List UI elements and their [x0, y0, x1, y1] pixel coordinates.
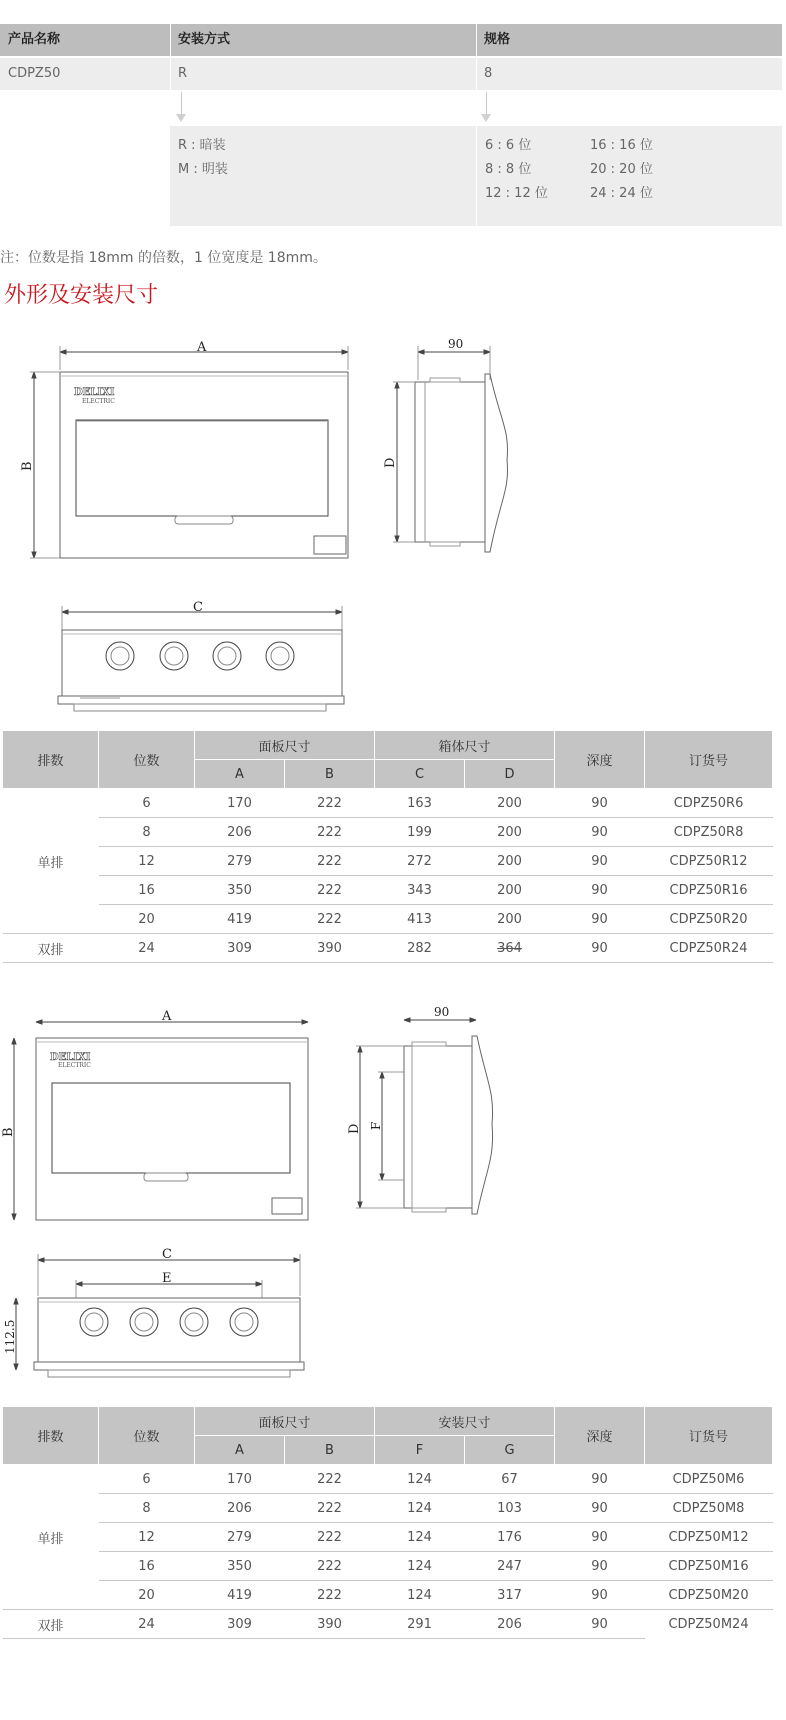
install-arrow-line — [181, 92, 182, 116]
spec-arrow-line — [486, 92, 487, 116]
table-row — [3, 876, 773, 905]
brand-logo: DELIXI — [50, 1052, 91, 1063]
dim-label-a: A — [197, 340, 207, 355]
cell-a: 206 — [195, 1494, 285, 1523]
cell-a: 279 — [195, 1523, 285, 1552]
side-view — [347, 1005, 493, 1214]
th-b: B — [285, 760, 375, 789]
th-d: D — [465, 760, 555, 789]
cell-f: 124 — [375, 1465, 465, 1494]
cell-a: 206 — [195, 818, 285, 847]
cell-pos: 8 — [99, 818, 195, 847]
spec-option: 8 : 8 位 — [485, 162, 532, 177]
dim-label-depth: 90 — [434, 1005, 450, 1019]
cell-f: 291 — [375, 1610, 465, 1639]
cell-pos: 16 — [99, 876, 195, 905]
cell-c: 163 — [375, 789, 465, 818]
cell-pos: 6 — [99, 1465, 195, 1494]
front-view — [20, 340, 348, 558]
cell-c: 199 — [375, 818, 465, 847]
dim-label-depth: 90 — [448, 337, 464, 351]
cell-a: 419 — [195, 905, 285, 934]
install-option-m: M : 明装 — [178, 162, 228, 177]
cell-c: 272 — [375, 847, 465, 876]
spec-option: 12 : 12 位 — [485, 186, 548, 201]
cell-c: 413 — [375, 905, 465, 934]
th-mount: 安装尺寸 — [375, 1407, 555, 1436]
th-rows: 排数 — [3, 1407, 99, 1465]
dim-label-f: F — [369, 1121, 383, 1130]
cell-d: 200 — [465, 847, 555, 876]
cell-g: 103 — [465, 1494, 555, 1523]
group-double: 双排 — [3, 934, 99, 963]
bottom-view — [58, 600, 344, 711]
cell-c: 282 — [375, 934, 465, 963]
cell-a: 350 — [195, 876, 285, 905]
th-order: 订货号 — [645, 1407, 773, 1465]
table-row — [3, 1552, 773, 1581]
install-arrow-head — [176, 114, 186, 122]
dim-label-b: B — [1, 1127, 16, 1137]
cell-order: CDPZ50R24 — [645, 934, 773, 963]
th-a: A — [195, 760, 285, 789]
th-panel: 面板尺寸 — [195, 731, 375, 760]
spec-options-box — [477, 126, 782, 226]
cell-b: 222 — [285, 1581, 375, 1610]
cell-a: 279 — [195, 847, 285, 876]
cell-b: 222 — [285, 1523, 375, 1552]
dim-label-e: E — [162, 1271, 172, 1286]
table-row — [3, 1523, 773, 1552]
value-spec: 8 — [484, 66, 493, 81]
cell-b: 222 — [285, 905, 375, 934]
dim-label-c: C — [162, 1247, 172, 1262]
th-g: G — [465, 1436, 555, 1465]
cell-order: CDPZ50R16 — [645, 876, 773, 905]
model-designation-table — [0, 24, 786, 226]
cell-f: 124 — [375, 1523, 465, 1552]
spec-option: 16 : 16 位 — [590, 138, 653, 153]
cell-f: 124 — [375, 1581, 465, 1610]
cell-f: 124 — [375, 1552, 465, 1581]
cell-b: 222 — [285, 847, 375, 876]
cell-g: 176 — [465, 1523, 555, 1552]
footnote: 注：位数是指 18mm 的倍数，1 位宽度是 18mm。 — [0, 250, 327, 266]
cell-d: 200 — [465, 905, 555, 934]
cell-depth: 90 — [555, 1465, 645, 1494]
cell-depth: 90 — [555, 934, 645, 963]
drawing-r-type — [0, 330, 786, 730]
cell-depth: 90 — [555, 1552, 645, 1581]
cell-b: 222 — [285, 1465, 375, 1494]
dim-label-d: D — [383, 457, 398, 468]
cell-order: CDPZ50R6 — [645, 789, 773, 818]
th-c: C — [375, 760, 465, 789]
cell-order: CDPZ50M6 — [645, 1465, 773, 1494]
cell-depth: 90 — [555, 818, 645, 847]
front-view — [1, 1009, 308, 1220]
cell-d: 200 — [465, 789, 555, 818]
th-b: B — [285, 1436, 375, 1465]
cell-b: 222 — [285, 1494, 375, 1523]
cell-c: 343 — [375, 876, 465, 905]
th-box: 箱体尺寸 — [375, 731, 555, 760]
cell-a: 419 — [195, 1581, 285, 1610]
dimension-table-m — [2, 1406, 773, 1639]
cell-pos: 8 — [99, 1494, 195, 1523]
brand-sub: ELECTRIC — [82, 398, 115, 405]
group-double: 双排 — [3, 1610, 99, 1639]
cell-depth: 90 — [555, 876, 645, 905]
brand-logo: DELIXI — [74, 387, 115, 398]
cell-order: CDPZ50M12 — [645, 1523, 773, 1552]
cell-b: 222 — [285, 876, 375, 905]
cell-depth: 90 — [555, 905, 645, 934]
model-table-value-row — [0, 58, 782, 90]
dim-label-height: 112.5 — [3, 1319, 17, 1354]
group-single: 单排 — [3, 789, 99, 934]
dim-label-c: C — [193, 600, 203, 615]
cell-d: 200 — [465, 876, 555, 905]
header-install-method: 安装方式 — [178, 32, 231, 47]
section-title: 外形及安装尺寸 — [4, 283, 159, 308]
table-row — [3, 847, 773, 876]
cell-depth: 90 — [555, 1581, 645, 1610]
table-row — [3, 818, 773, 847]
dim-label-b: B — [20, 461, 35, 471]
th-positions: 位数 — [99, 731, 195, 789]
cell-a: 309 — [195, 934, 285, 963]
cell-g: 67 — [465, 1465, 555, 1494]
cell-pos: 20 — [99, 905, 195, 934]
bottom-view — [3, 1247, 304, 1377]
cell-pos: 16 — [99, 1552, 195, 1581]
cell-order: CDPZ50M16 — [645, 1552, 773, 1581]
cell-b: 390 — [285, 934, 375, 963]
th-depth: 深度 — [555, 731, 645, 789]
header-product-name: 产品名称 — [8, 32, 61, 47]
cell-pos: 24 — [99, 1610, 195, 1639]
cell-pos: 6 — [99, 789, 195, 818]
cell-a: 170 — [195, 1465, 285, 1494]
spec-option: 6 : 6 位 — [485, 138, 532, 153]
cell-order: CDPZ50R12 — [645, 847, 773, 876]
group-single: 单排 — [3, 1465, 99, 1610]
install-options-box — [170, 126, 476, 226]
cell-order: CDPZ50R20 — [645, 905, 773, 934]
table-row — [3, 934, 773, 963]
spec-arrow-head — [481, 114, 491, 122]
cell-a: 170 — [195, 789, 285, 818]
value-install-method: R — [178, 66, 188, 81]
cell-pos: 12 — [99, 847, 195, 876]
th-panel: 面板尺寸 — [195, 1407, 375, 1436]
brand-sub: ELECTRIC — [58, 1062, 91, 1069]
cell-order: CDPZ50M20 — [645, 1581, 773, 1610]
cell-g: 317 — [465, 1581, 555, 1610]
table-row — [3, 1465, 773, 1494]
cell-d: 200 — [465, 818, 555, 847]
table-row — [3, 789, 773, 818]
th-order: 订货号 — [645, 731, 773, 789]
model-table-header — [0, 24, 782, 56]
table-row — [3, 1581, 773, 1610]
table-row — [3, 1610, 773, 1639]
cell-order: CDPZ50M8 — [645, 1494, 773, 1523]
cell-b: 222 — [285, 818, 375, 847]
cell-pos: 20 — [99, 1581, 195, 1610]
cell-depth: 90 — [555, 789, 645, 818]
th-f: F — [375, 1436, 465, 1465]
cell-g: 206 — [465, 1610, 555, 1639]
install-option-r: R : 暗装 — [178, 138, 226, 153]
th-a: A — [195, 1436, 285, 1465]
header-spec: 规格 — [484, 32, 511, 47]
drawing-m-type — [0, 1000, 786, 1400]
side-view — [383, 337, 508, 552]
cell-d: 364 — [465, 934, 555, 963]
cell-f: 124 — [375, 1494, 465, 1523]
spec-option: 20 : 20 位 — [590, 162, 653, 177]
value-product-name: CDPZ50 — [8, 66, 61, 81]
cell-depth: 90 — [555, 1494, 645, 1523]
dimension-table-r — [2, 730, 773, 963]
cell-b: 390 — [285, 1610, 375, 1639]
cell-g: 247 — [465, 1552, 555, 1581]
cell-b: 222 — [285, 1552, 375, 1581]
cell-pos: 24 — [99, 934, 195, 963]
th-depth: 深度 — [555, 1407, 645, 1465]
dim-label-a: A — [162, 1009, 172, 1024]
cell-a: 309 — [195, 1610, 285, 1639]
cell-depth: 90 — [555, 1523, 645, 1552]
dim-label-d: D — [347, 1123, 362, 1134]
cell-order: CDPZ50R8 — [645, 818, 773, 847]
th-positions: 位数 — [99, 1407, 195, 1465]
cell-a: 350 — [195, 1552, 285, 1581]
cell-pos: 12 — [99, 1523, 195, 1552]
table-row — [3, 1494, 773, 1523]
cell-depth: 90 — [555, 847, 645, 876]
cell-b: 222 — [285, 789, 375, 818]
cell-order: CDPZ50M24 — [668, 1616, 749, 1632]
th-rows: 排数 — [3, 731, 99, 789]
table-row — [3, 905, 773, 934]
cell-depth: 90 — [555, 1610, 645, 1639]
spec-option: 24 : 24 位 — [590, 186, 653, 201]
